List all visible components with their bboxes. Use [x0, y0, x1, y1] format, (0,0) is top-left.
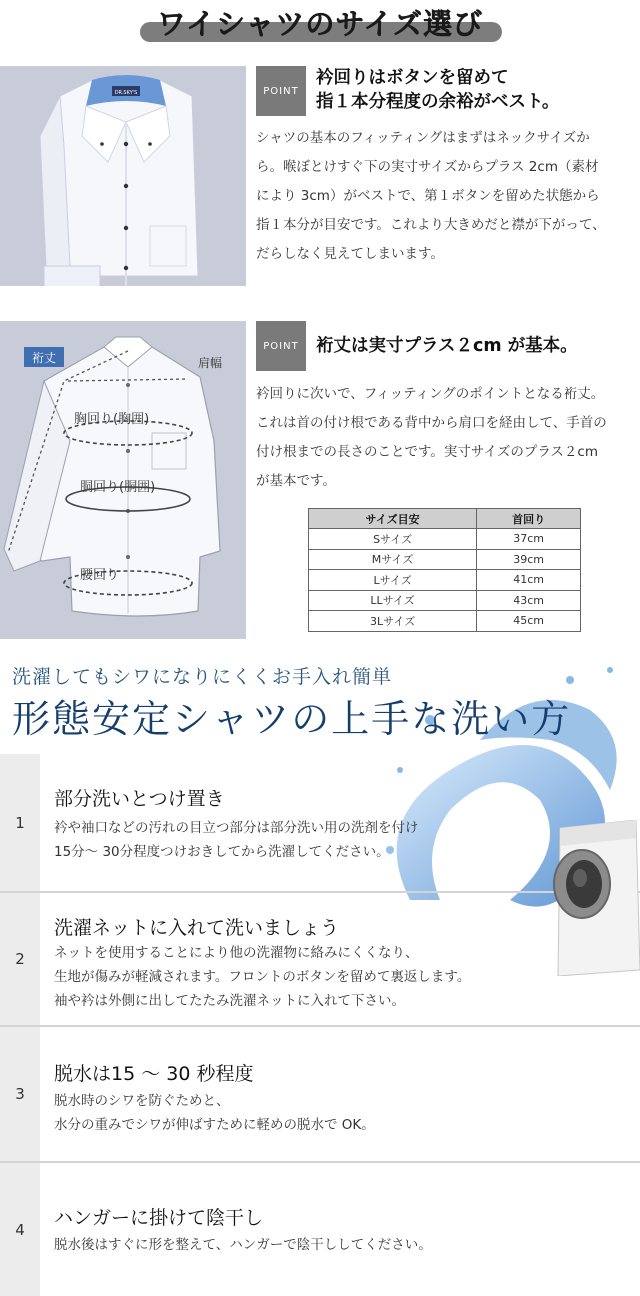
section1-body-line: 指１本分が目安です。これより大きめだと襟が下がって、: [256, 217, 606, 233]
section2-body: [256, 380, 640, 496]
step-description: [54, 816, 419, 864]
table-cell: 39cm: [477, 549, 581, 570]
table-cell: LLサイズ: [309, 590, 477, 611]
washing-title: 形態安定シャツの上手な洗い方: [12, 697, 572, 741]
step-title: ハンガーに掛けて陰干し: [54, 1207, 264, 1229]
step-number: 3: [0, 1027, 40, 1161]
shirt-tag-text: DR.SKY'S: [114, 90, 138, 96]
section2-body-line: 衿回りに次いで、フィッティングのポイントとなる裄丈。: [256, 386, 605, 402]
table-cell: Sサイズ: [309, 529, 477, 550]
section1-body-line: ら。喉ぼとけすぐ下の実寸サイズからプラス 2cm（素材: [256, 159, 599, 175]
section2-body-line: が基本です。: [256, 473, 336, 489]
section1-heading-line1: 衿回りはボタンを留めて: [316, 68, 509, 88]
washing-subtitle: 洗濯してもシワになりにくくお手入れ簡単: [12, 666, 393, 688]
table-header-cell: 首回り: [477, 509, 581, 529]
step-desc-line: 脱水時のシワを防ぐためと、: [54, 1093, 230, 1109]
step-desc-line: 15分～ 30分程度つけおきしてから洗濯してください。: [54, 844, 390, 860]
table-cell: 37cm: [477, 529, 581, 550]
step-desc-line: 袖や衿は外側に出してたたみ洗濯ネットに入れて下さい。: [54, 993, 405, 1009]
step-4: [0, 1161, 640, 1296]
sleeve-label: 裄丈: [31, 351, 57, 365]
step-desc-line: 生地が傷みが軽減されます。フロントのボタンを留めて裏返します。: [54, 969, 471, 985]
point-badge: POINT: [256, 321, 306, 371]
table-row: [309, 611, 581, 632]
table-header-cell: サイズ目安: [309, 509, 477, 529]
washing-machine-graphic: [540, 820, 640, 976]
step-title: 部分洗いとつけ置き: [54, 788, 225, 810]
section1-body-line: により 3cm）がベストで、第１ボタンを留めた状態から: [256, 188, 600, 204]
chest-label: 胸回り(胸囲): [74, 412, 150, 427]
step-number: 2: [0, 893, 40, 1025]
step-desc-line: 衿や袖口などの汚れの目立つ部分は部分洗い用の洗剤を付け: [54, 820, 419, 836]
step-title: 脱水は15 ～ 30 秒程度: [54, 1063, 254, 1085]
table-cell: Lサイズ: [309, 570, 477, 591]
step-number: 4: [0, 1163, 40, 1296]
page-title: ワイシャツのサイズ選び: [156, 7, 484, 41]
section1-body-line: シャツの基本のフィッティングはまずはネックサイズか: [256, 130, 590, 146]
step-desc-line: 脱水後はすぐに形を整えて、ハンガーで陰干ししてください。: [54, 1237, 432, 1253]
step-number: 1: [0, 754, 40, 891]
section1-heading-line2: 指１本分程度の余裕がベスト。: [316, 92, 560, 112]
table-row: [309, 529, 581, 550]
waist-label: 胴回り(胴囲): [80, 480, 156, 495]
table-cell: Mサイズ: [309, 549, 477, 570]
section1-body-line: だらしなく見えてしまいます。: [256, 246, 444, 262]
table-cell: 3Lサイズ: [309, 611, 477, 632]
measurement-diagram: [0, 321, 246, 639]
section1-heading: [316, 66, 559, 114]
section1-body: [256, 124, 640, 269]
table-header-row: [309, 509, 581, 529]
section2-heading: 裄丈は実寸プラス２cm が基本。: [316, 336, 578, 356]
point-badge: POINT: [256, 66, 306, 116]
step-description: [54, 1089, 375, 1137]
step-title: 洗濯ネットに入れて洗いましょう: [54, 917, 340, 939]
hip-label: 腰回り: [80, 568, 120, 583]
shoulder-label: 肩幅: [198, 356, 223, 370]
table-cell: 41cm: [477, 570, 581, 591]
table-cell: 45cm: [477, 611, 581, 632]
page-title-banner: [0, 0, 640, 56]
step-desc-line: ネットを使用することにより他の洗濯物に絡みにくくなり、: [54, 945, 419, 961]
size-table: [308, 508, 581, 632]
section2-body-line: 付け根までの長さのことです。実寸サイズのプラス２cm: [256, 444, 599, 460]
table-row: [309, 549, 581, 570]
section2-body-line: これは首の付け根である背中から肩口を経由して、手首の: [256, 415, 607, 431]
collar-shirt-image: [0, 66, 246, 286]
table-row: [309, 570, 581, 591]
step-desc-line: 水分の重みでシワが伸ばすために軽めの脱水で OK。: [54, 1117, 375, 1133]
table-row: [309, 590, 581, 611]
step-description: [54, 941, 470, 1013]
table-cell: 43cm: [477, 590, 581, 611]
step-description: [54, 1233, 432, 1257]
step-3: [0, 1025, 640, 1161]
